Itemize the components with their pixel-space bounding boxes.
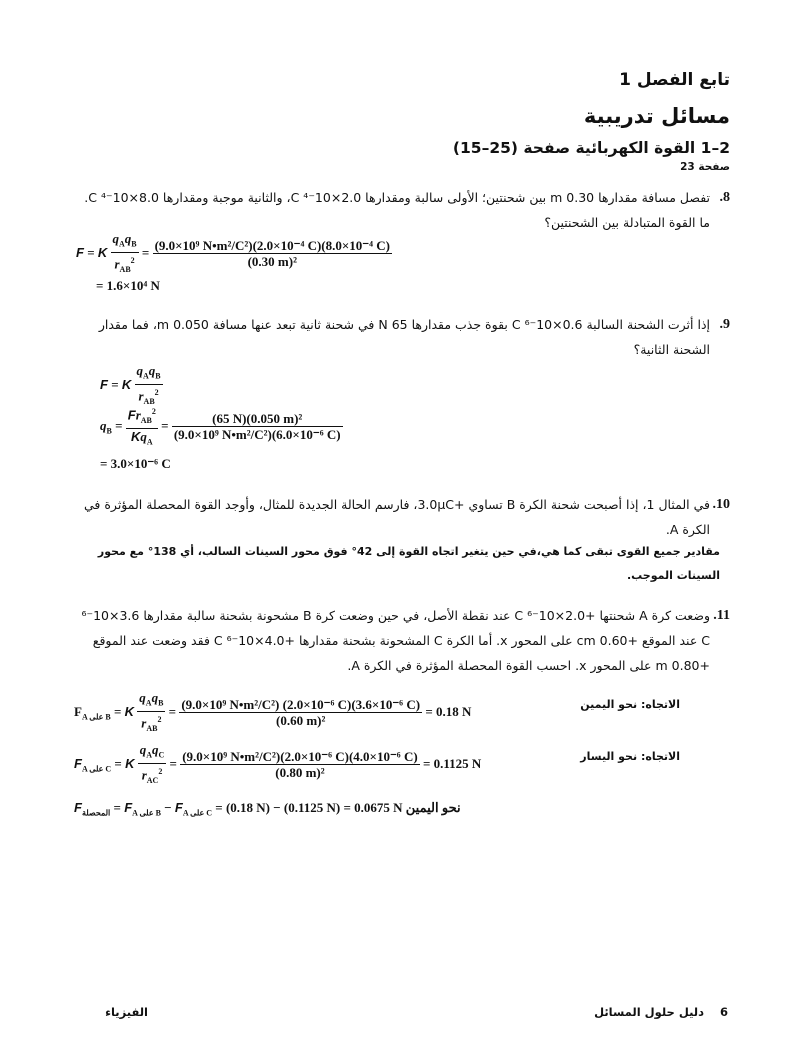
problem-text: تفصل مسافة مقدارها 0.30 m بين شحنتين؛ الأولى سالبة ومقدارها 2.0×10⁻⁴ C، والثانية موجبة ومقدارها 8.0×10⁻⁴ C. ما القوة المتبادلة بين الشحنتين؟ <box>84 190 710 230</box>
net-force-result: = (0.18 N) − (0.1125 N) = 0.0675 N نحو اليمين <box>215 800 461 815</box>
chapter-continued: تابع الفصل 1 <box>619 70 730 90</box>
equation-numerator: (9.0×10⁹ N•m²/C²)(2.0×10⁻⁶ C)(4.0×10⁻⁶ C) <box>182 749 418 765</box>
equation-denominator: (9.0×10⁹ N•m²/C²)(6.0×10⁻⁶ C) <box>173 427 341 443</box>
problem-number: .8 <box>719 190 730 205</box>
subject-name: الفيزياء <box>105 1005 148 1019</box>
net-force-equation: $F_{المحصلة} = F_{A على B} - F_{A على C} = (0.18$ N) − (0.1125 N) = 0.0675 N نحو اليمين <box>74 800 461 818</box>
problem-text: إذا أثرت الشحنة السالبة 0.6×10⁻⁶ C بقوة جذب مقدارها 65 N في شحنة ثانية تبعد عنها مسافة 0.050 m، فما مقدار الشحنة الثانية؟ <box>98 317 710 357</box>
problem-number: .11 <box>713 608 730 623</box>
equation-result: = 0.1125 N <box>422 755 482 771</box>
problem-number: .9 <box>719 317 730 332</box>
problem-text: وضعت كرة A شحنتها +2.0×10⁻⁶ C عند نقطة الأصل، في حين وضعت كرة B مشحونة بشحنة سالبة مقدارها 3.6×10⁻⁶ C عند الموقع +0.60 cm على المحور x. أما الكرة C المشحونة بشحنة مقدارها +4.0×10⁻⁶ C فقد وضعت عند الموقع +0.80 m على المحور x. احسب القوة المحصلة المؤثرة في الكرة A. <box>81 608 710 673</box>
equation-numerator: (65 N)(0.050 m)² <box>172 411 343 427</box>
result: = 1.6×10⁴ N <box>96 278 160 293</box>
equation-coulomb: F = K $\frac{q_Aq_B}{r_{AB}^2}$ <box>100 363 161 406</box>
direction-label: الاتجاه: نحو اليسار <box>580 750 680 763</box>
equation-denominator: (0.80 m)² <box>275 765 325 781</box>
equation: F = K $\frac{q_Aq_B}{r_{AB}^2}$ = $\frac{\text{(9.0×10⁹ N•m²/C²)(2.0×10⁻⁴ C)(8.0×10⁻⁴ C)}}{\text{(0.30 m)²}}$ <box>76 231 391 274</box>
equation-force-ac: $F_{A على C} = K$ $\frac{q_Aq_C}{r_{AC}^2}$ = $\frac{\text{(9.0×10⁹ N•m²/C²)(2.0×10⁻⁶ C)(4.0×10⁻⁶ C)}}{\text{(0.80 m)²}}$ = 0.1125 N <box>74 742 482 785</box>
equation-force-ab: $F_{A على B} = K$ $\frac{q_Aq_B}{r_{AB}^2}$ = $\frac{\text{(9.0×10⁹ N•m²/C²) (2.0×10⁻⁶ C)(3.6×10⁻⁶ C)}}{\text{(0.60 m)²}}$ = 0.18 N <box>74 690 472 733</box>
guide-title: دليل حلول المسائل <box>594 1005 704 1019</box>
equation-denominator: (0.30 m)² <box>247 254 297 270</box>
equation-result: = 0.18 N <box>425 703 472 719</box>
page-reference: صفحة 23 <box>680 161 730 173</box>
subsection-title: 2–1 القوة الكهربائية صفحة (25–15) <box>452 139 730 157</box>
direction-label: الاتجاه: نحو اليمين <box>580 698 680 711</box>
equation: $q_B$ = $\frac{Fr_{AB}^2}{Kq_A}$ = $\frac{\text{(65 N)(0.050 m)²}}{\text{(9.0×10⁹ N•m²/C²)(6.0×10⁻⁶ C)}}$ <box>100 404 343 450</box>
answer-text: مقادير جميع القوى تبقى كما هي،في حين يتغير اتجاه القوة إلى 42° فوق محور السينات السالب، أي 138° مع محور السينات الموجب. <box>97 545 720 582</box>
problem-number: .10 <box>712 497 730 512</box>
equation-numerator: (9.0×10⁹ N•m²/C²) (2.0×10⁻⁶ C)(3.6×10⁻⁶ C) <box>181 697 421 713</box>
equation-denominator: (0.60 m)² <box>276 713 326 729</box>
problem-text: في المثال 1، إذا أصبحت شحنة الكرة B تساوي +3.0μC، فارسم الحالة الجديدة للمثال، وأوجد القوة المحصلة المؤثرة في الكرة A. <box>84 497 710 537</box>
page-number: 6 <box>719 1005 728 1019</box>
result: = 3.0×10⁻⁶ C <box>100 456 171 471</box>
equation-numerator: (9.0×10⁹ N•m²/C²)(2.0×10⁻⁴ C)(8.0×10⁻⁴ C) <box>154 238 391 254</box>
section-title: مسائل تدريبية <box>583 104 730 128</box>
